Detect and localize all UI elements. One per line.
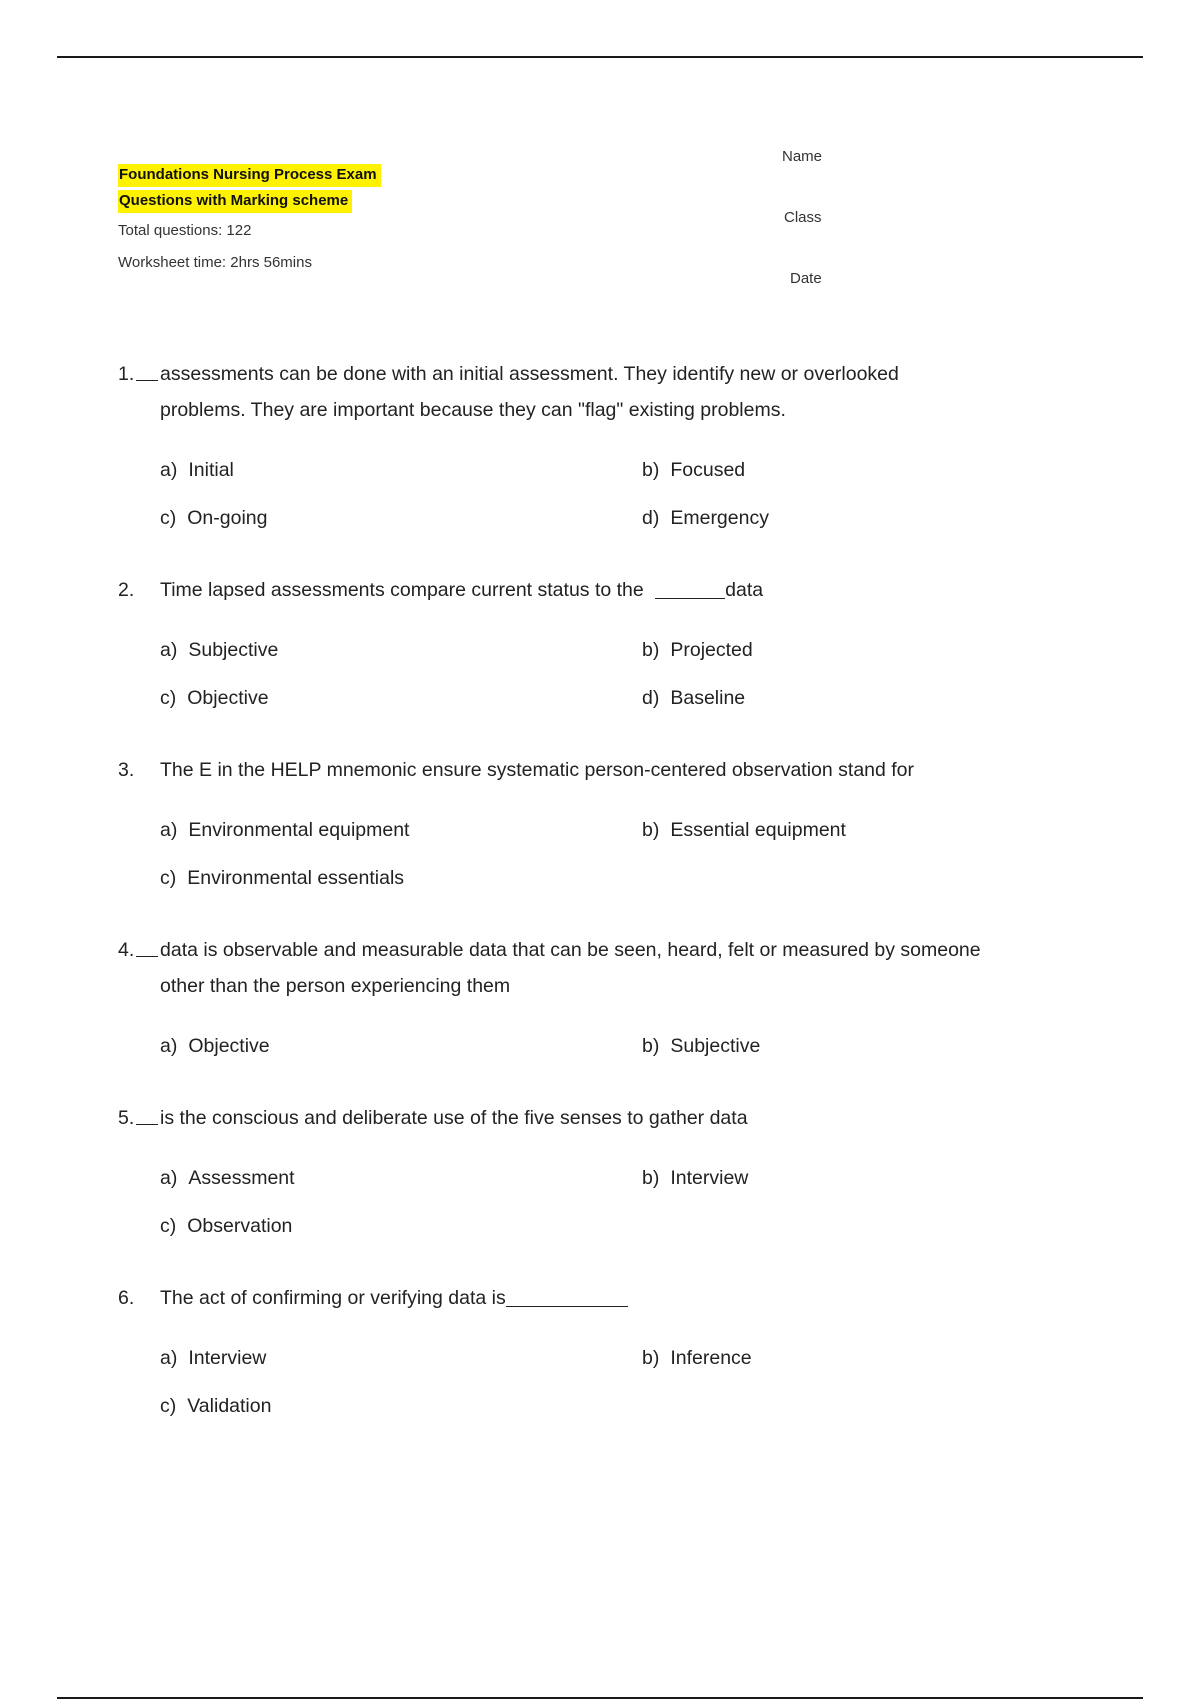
answer-blank — [506, 1280, 628, 1307]
date-field-label: Date — [790, 270, 822, 287]
question-number: 5. — [118, 1107, 135, 1129]
option-text: Interview — [670, 1166, 749, 1189]
option-row — [160, 854, 1078, 902]
question-1-line-1: assessments can be done with an initial assessment. They identify new or overlooked — [160, 363, 899, 385]
title-line-2: Questions with Marking scheme — [118, 190, 352, 213]
question-6-text — [118, 1280, 1078, 1316]
option-a — [160, 1035, 642, 1058]
question-number: 2. — [118, 579, 135, 601]
option-row — [160, 1202, 1078, 1250]
option-letter: a) — [160, 1034, 178, 1057]
answer-blank — [136, 932, 158, 957]
option-text: Assessment — [188, 1166, 295, 1189]
question-5-body: is the conscious and deliberate use of the five senses to gather data — [160, 1107, 748, 1129]
option-row — [160, 1382, 1078, 1430]
option-c — [160, 687, 642, 710]
answer-blank — [136, 356, 158, 381]
question-6 — [118, 1280, 1078, 1430]
question-1-options — [118, 446, 1078, 542]
answer-blank — [136, 1100, 158, 1125]
question-5 — [118, 1100, 1078, 1250]
option-letter: b) — [642, 1034, 660, 1057]
question-number: 6. — [118, 1287, 135, 1309]
option-a — [160, 639, 642, 662]
question-number: 4. — [118, 939, 135, 961]
option-letter: c) — [160, 1394, 177, 1417]
option-b — [642, 639, 753, 662]
option-letter: b) — [642, 1166, 660, 1189]
option-letter: c) — [160, 686, 177, 709]
question-2-text — [118, 572, 1078, 608]
option-text: Objective — [187, 686, 269, 709]
option-letter: a) — [160, 638, 178, 661]
option-text: Validation — [187, 1394, 272, 1417]
option-text: Subjective — [670, 1034, 761, 1057]
bottom-rule — [57, 1697, 1143, 1699]
worksheet-header — [118, 164, 1078, 272]
top-rule — [57, 56, 1143, 58]
option-a — [160, 459, 642, 482]
option-text: Interview — [188, 1346, 267, 1369]
option-c — [160, 867, 642, 890]
option-row — [160, 1022, 1078, 1070]
option-row — [160, 1334, 1078, 1382]
option-d — [642, 687, 745, 710]
question-1 — [118, 356, 1078, 542]
option-text: Emergency — [670, 506, 769, 529]
option-a — [160, 819, 642, 842]
option-text: Initial — [188, 458, 234, 481]
option-letter: b) — [642, 638, 660, 661]
option-row — [160, 446, 1078, 494]
option-letter: d) — [642, 686, 660, 709]
total-questions: Total questions: 122 — [118, 222, 252, 239]
question-4 — [118, 932, 1078, 1070]
option-letter: b) — [642, 818, 660, 841]
question-4-options — [118, 1022, 1078, 1070]
option-b — [642, 459, 745, 482]
option-text: Focused — [670, 458, 746, 481]
option-letter: b) — [642, 458, 660, 481]
option-text: Projected — [670, 638, 753, 661]
option-letter: d) — [642, 506, 660, 529]
option-letter: b) — [642, 1346, 660, 1369]
option-row — [160, 494, 1078, 542]
option-text: Essential equipment — [670, 818, 846, 841]
option-c — [160, 1215, 642, 1238]
question-number: 1. — [118, 363, 135, 385]
question-3-body: The E in the HELP mnemonic ensure systematic person-centered observation stand for — [160, 759, 915, 781]
option-letter: a) — [160, 1166, 178, 1189]
option-row — [160, 1154, 1078, 1202]
option-b — [642, 819, 846, 842]
option-text: Environmental equipment — [188, 818, 410, 841]
question-5-text — [118, 1100, 1078, 1136]
question-4-text — [118, 932, 1078, 1004]
option-d — [642, 507, 769, 530]
option-text: Baseline — [670, 686, 746, 709]
option-text: Subjective — [188, 638, 279, 661]
option-row — [160, 674, 1078, 722]
question-3-text — [118, 752, 1078, 788]
question-2-options — [118, 626, 1078, 722]
question-2-text-before: Time lapsed assessments compare current status to the — [160, 579, 644, 601]
question-1-text — [118, 356, 1078, 428]
question-6-options — [118, 1334, 1078, 1430]
question-2 — [118, 572, 1078, 722]
option-row — [160, 806, 1078, 854]
option-text: Observation — [187, 1214, 293, 1237]
option-text: On-going — [187, 506, 268, 529]
question-3 — [118, 752, 1078, 902]
option-row — [160, 626, 1078, 674]
option-c — [160, 507, 642, 530]
question-4-line-2: other than the person experiencing them — [160, 975, 511, 997]
option-a — [160, 1167, 642, 1190]
answer-blank — [655, 572, 725, 599]
option-text: Inference — [670, 1346, 752, 1369]
title-block — [118, 164, 1078, 213]
option-letter: c) — [160, 506, 177, 529]
question-5-options — [118, 1154, 1078, 1250]
option-letter: c) — [160, 866, 177, 889]
option-c — [160, 1395, 642, 1418]
option-letter: a) — [160, 818, 178, 841]
class-field-label: Class — [784, 209, 822, 226]
question-3-options — [118, 806, 1078, 902]
option-b — [642, 1347, 752, 1370]
option-b — [642, 1167, 748, 1190]
question-2-text-after: data — [725, 579, 764, 601]
title-line-1: Foundations Nursing Process Exam — [118, 164, 381, 187]
name-field-label: Name — [782, 148, 823, 165]
option-letter: c) — [160, 1214, 177, 1237]
worksheet-time: Worksheet time: 2hrs 56mins — [118, 254, 312, 271]
question-list — [118, 356, 1078, 1430]
question-6-text-before: The act of confirming or verifying data is — [160, 1287, 506, 1309]
option-b — [642, 1035, 760, 1058]
question-1-line-2: problems. They are important because they can "flag" existing problems. — [160, 399, 786, 421]
option-letter: a) — [160, 458, 178, 481]
option-letter: a) — [160, 1346, 178, 1369]
option-text: Environmental essentials — [187, 866, 405, 889]
option-a — [160, 1347, 642, 1370]
question-number: 3. — [118, 759, 135, 781]
option-text: Objective — [188, 1034, 270, 1057]
question-4-line-1: data is observable and measurable data that can be seen, heard, felt or measured by someone — [160, 939, 981, 961]
